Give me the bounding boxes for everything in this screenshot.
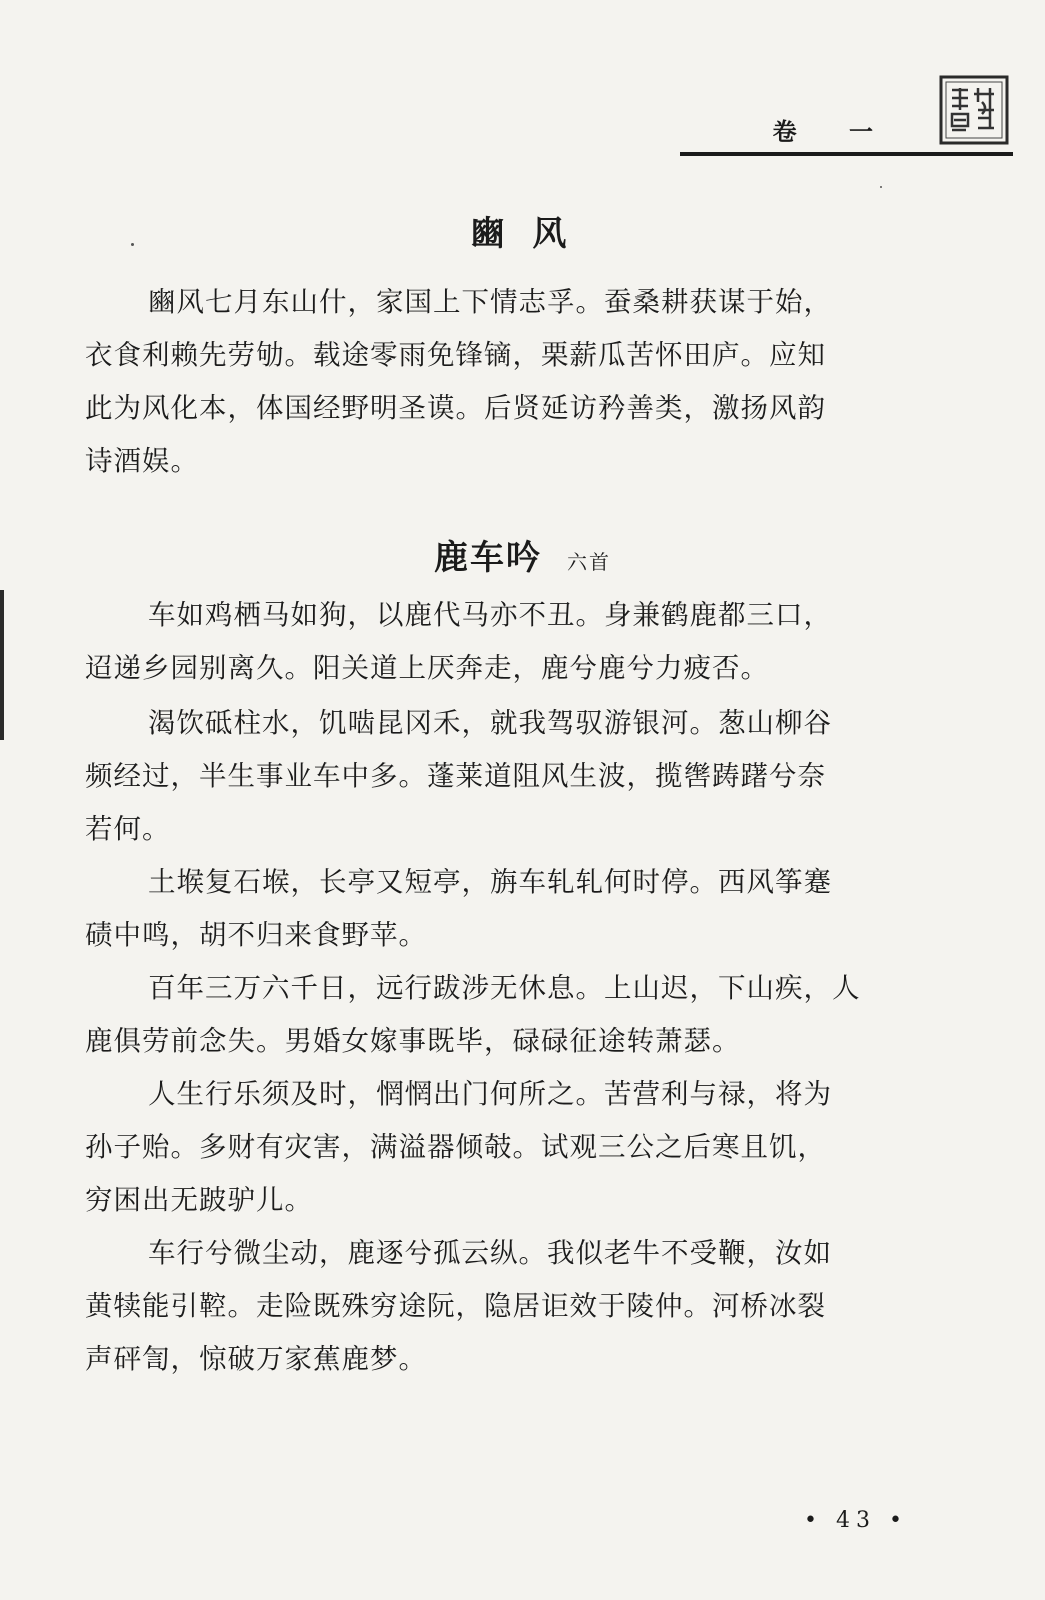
running-head: 卷 一 xyxy=(772,118,895,146)
poem-subtitle-note: 六首 xyxy=(567,550,612,574)
text-line: 碛中鸣，胡不归来食野苹。 xyxy=(85,919,427,951)
poem-title-row xyxy=(0,530,1045,579)
text-line: 若何。 xyxy=(85,813,171,845)
poem-title: 豳 风 xyxy=(470,214,575,254)
text-line: 车行兮微尘动，鹿逐兮孤云纵。我似老牛不受鞭，汝如 xyxy=(148,1237,832,1269)
text-line: 车如鸡栖马如狗，以鹿代马亦不丑。身兼鹤鹿都三口， xyxy=(148,599,832,631)
text-line: 迢递乡园别离久。阳关道上厌奔走，鹿兮鹿兮力疲否。 xyxy=(85,652,769,684)
text-line: 土堠复石堠，长亭又短亭，旃车轧轧何时停。西风筝蹇 xyxy=(148,866,832,898)
text-line: 穷困出无跛驴儿。 xyxy=(85,1184,313,1216)
text-line: 孙子贻。多财有灾害，满溢器倾攲。试观三公之后寒且饥， xyxy=(85,1131,826,1163)
text-line: 人生行乐须及时，惘惘出门何所之。苦营利与禄，将为 xyxy=(148,1078,832,1110)
text-line: 此为风化本，体国经野明圣谟。后贤延访矜善类，激扬风韵 xyxy=(85,392,826,424)
header-rule xyxy=(680,152,1013,156)
seal-stamp-icon xyxy=(938,74,1010,146)
text-line: 黄犊能引鞚。走险既殊穷途阮，隐居讵效于陵仲。河桥冰裂 xyxy=(85,1290,826,1322)
text-line: 衣食利赖先劳劬。载途零雨免锋镝，栗薪瓜苦怀田庐。应知 xyxy=(85,339,826,371)
print-speck xyxy=(880,186,882,188)
page-number: • 43 • xyxy=(804,1508,908,1533)
text-line: 频经过，半生事业车中多。蓬莱道阻风生波，揽辔踌躇兮奈 xyxy=(85,760,826,792)
text-line: 百年三万六千日，远行跋涉无休息。上山迟，下山疾，人 xyxy=(148,972,861,1004)
text-line: 豳风七月东山什，家国上下情志孚。蚕桑耕获谋于始， xyxy=(148,286,832,318)
poem-title: 鹿车吟 xyxy=(433,538,542,578)
text-line: 渴饮砥柱水，饥啮昆冈禾，就我驾驭游银河。葱山柳谷 xyxy=(148,707,832,739)
text-line: 声砰訇，惊破万家蕉鹿梦。 xyxy=(85,1343,427,1375)
text-line: 鹿俱劳前念失。男婚女嫁事既毕，碌碌征途转萧瑟。 xyxy=(85,1025,741,1057)
text-line: 诗酒娱。 xyxy=(85,445,199,477)
binding-edge-mark xyxy=(0,590,4,740)
